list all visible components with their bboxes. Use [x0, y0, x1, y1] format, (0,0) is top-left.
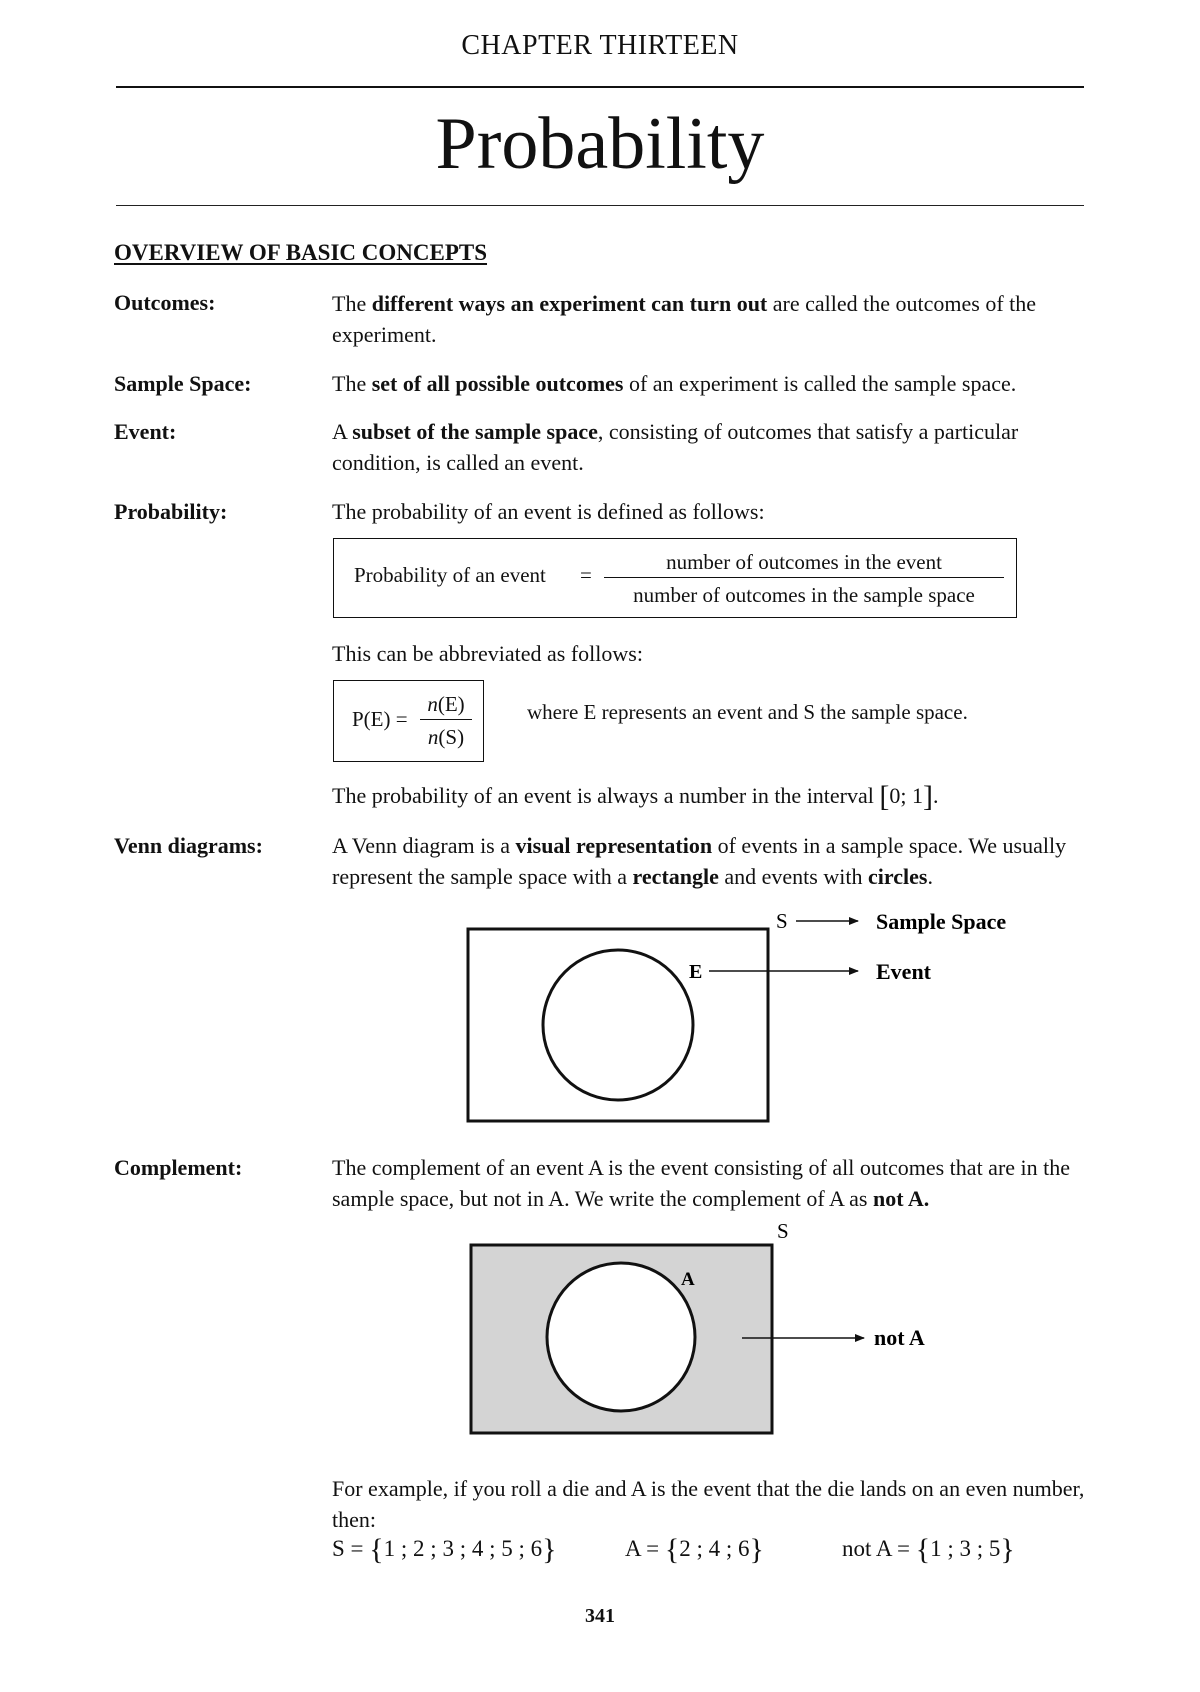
term-sample-space: Sample Space: [114, 371, 252, 396]
label-s-complement: S [777, 1219, 789, 1243]
label-e: E [689, 961, 703, 983]
set-s: S = {1 ; 2 ; 3 ; 4 ; 5 ; 6} [332, 1533, 557, 1566]
set-a: A = {2 ; 4 ; 6} [625, 1533, 764, 1566]
term-probability: Probability: [114, 499, 228, 524]
label-sample-space: Sample Space [876, 909, 1007, 934]
term-event: Event: [114, 419, 177, 444]
label-s: S [776, 909, 788, 933]
page-number: 341 [585, 1605, 615, 1627]
interval-statement: The probability of an event is always a number in the interval [0; 1]. [332, 780, 939, 813]
label-event: Event [876, 959, 931, 984]
chapter-heading: CHAPTER THIRTEEN [461, 30, 739, 61]
set-not-a: not A = {1 ; 3 ; 5} [842, 1533, 1015, 1566]
term-venn-diagrams: Venn diagrams: [114, 833, 263, 858]
term-outcomes: Outcomes: [114, 290, 216, 315]
pe-lhs: P(E) = [352, 707, 408, 731]
page-title: Probability [435, 103, 765, 185]
definition-sample-space: The set of all possible outcomes of an experiment is called the sample space. [332, 371, 1017, 396]
example-intro: For example, if you roll a die and A is the event that the die lands on an even number, then: [332, 1476, 1085, 1532]
pe-numerator: n(E) [420, 689, 472, 720]
label-a: A [681, 1269, 695, 1290]
probability-intro: The probability of an event is defined as follows: [332, 499, 765, 524]
definition-event: A subset of the sample space, consisting of outcomes that satisfy a particular condition, is called an event. [332, 419, 1019, 475]
term-complement: Complement: [114, 1155, 243, 1180]
event-a-circle [547, 1263, 695, 1411]
label-not-a: not A [874, 1325, 925, 1350]
pe-denominator: n(S) [427, 725, 465, 749]
formula-equals: = [580, 563, 592, 587]
formula-denominator: number of outcomes in the sample space [633, 583, 975, 607]
section-heading: OVERVIEW OF BASIC CONCEPTS [114, 240, 488, 265]
event-circle [543, 950, 693, 1100]
abbreviation-intro: This can be abbreviated as follows: [332, 641, 643, 666]
definition-outcomes: The different ways an experiment can turn out are called the outcomes of the experiment. [332, 291, 1037, 347]
formula-explanation: where E represents an event and S the sample space. [527, 700, 968, 724]
formula-numerator: number of outcomes in the event [604, 547, 1004, 578]
definition-venn: A Venn diagram is a visual representation of events in a sample space. We usually represent the sample space with a rectangle and events with circles. [332, 833, 1067, 889]
definition-complement: The complement of an event A is the event consisting of all outcomes that are in the sample space, but not in A. We write the complement of A as not A. [332, 1155, 1071, 1211]
formula-lhs: Probability of an event [354, 563, 546, 587]
